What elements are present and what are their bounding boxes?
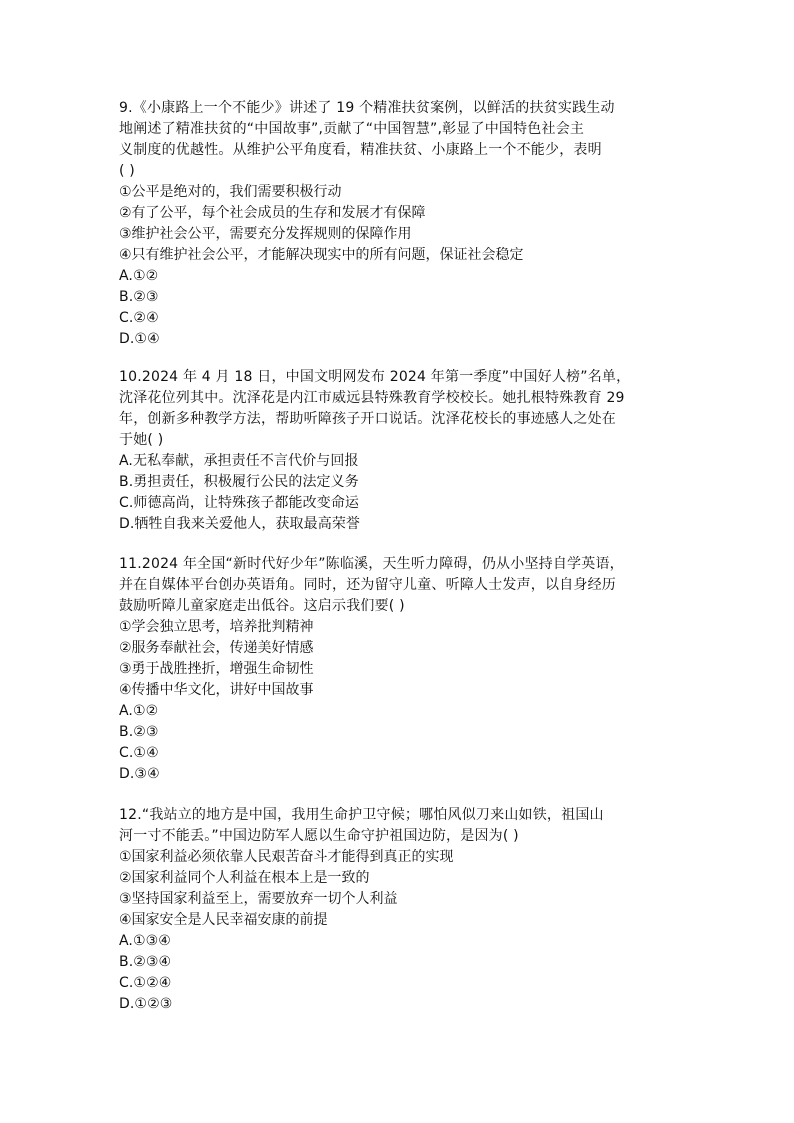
- answer-option: C.①④: [119, 745, 159, 761]
- question-11: [119, 554, 679, 785]
- question-stem-line: 10.2024 年 4 月 18 日，中国文明网发布 2024 年第一季度”中国好人榜”名单，: [119, 369, 631, 385]
- answer-option: D.牺牲自我来关爱他人，获取最高荣誉: [119, 516, 361, 532]
- answer-option: D.①②③: [119, 996, 173, 1012]
- answer-option: C.师德高尚，让特殊孩子都能改变命运: [119, 495, 360, 511]
- answer-option: C.①②④: [119, 975, 172, 991]
- question-stem-line: 年，创新多种教学方法，帮助听障孩子开口说话。沈泽花校长的事迹感人之处在: [119, 411, 616, 427]
- answer-option: A.①②: [119, 268, 159, 284]
- statement-line: ①公平是绝对的，我们需要积极行动: [119, 184, 342, 200]
- question-stem-line: 于她( ): [119, 432, 164, 448]
- answer-option: A.①③④: [119, 933, 171, 949]
- question-stem-line: 11.2024 年全国“新时代好少年”陈临溪，天生听力障碍，仍从小坚持自学英语，: [119, 556, 624, 572]
- answer-option: B.勇担责任，积极履行公民的法定义务: [119, 474, 359, 490]
- question-stem-line: 河一寸不能丢。”中国边防军人愿以生命守护祖国边防，是因为( ): [119, 828, 519, 844]
- statement-line: ④国家安全是人民幸福安康的前提: [119, 912, 328, 928]
- question-stem-line: ( ): [119, 163, 135, 179]
- answer-option: B.②③: [119, 724, 159, 740]
- statement-line: ③坚持国家利益至上，需要放弃一切个人利益: [119, 891, 398, 907]
- question-stem-line: 鼓励听障儿童家庭走出低谷。这启示我们要( ): [119, 598, 405, 614]
- answer-option: B.②③: [119, 289, 159, 305]
- answer-option: D.③④: [119, 766, 160, 782]
- answer-option: C.②④: [119, 310, 159, 326]
- answer-option: B.②③④: [119, 954, 172, 970]
- question-stem-line: 并在自媒体平台创办英语角。同时，还为留守儿童、听障人士发声，以自身经历: [119, 577, 616, 593]
- statement-line: ②国家利益同个人利益在根本上是一致的: [119, 870, 370, 886]
- statement-line: ④只有维护社会公平，才能解决现实中的所有问题，保证社会稳定: [119, 247, 524, 263]
- statement-line: ③维护社会公平，需要充分发挥规则的保障作用: [119, 226, 412, 242]
- question-stem-line: 义制度的优越性。从维护公平角度看，精准扶贫、小康路上一个不能少，表明: [119, 142, 602, 158]
- question-9: [119, 98, 679, 350]
- statement-line: ②服务奉献社会，传递美好情感: [119, 640, 314, 656]
- statement-line: ①国家利益必须依靠人民艰苦奋斗才能得到真正的实现: [119, 849, 454, 865]
- statement-line: ②有了公平，每个社会成员的生存和发展才有保障: [119, 205, 426, 221]
- question-stem-line: 9.《小康路上一个不能少》讲述了 19 个精准扶贫案例，以鲜活的扶贫实践生动: [119, 100, 615, 116]
- question-stem-line: 沈泽花位列其中。沈泽花是内江市威远县特殊教育学校校长。她扎根特殊教育 29: [119, 390, 625, 406]
- question-12: [119, 805, 679, 1015]
- answer-option: A.无私奉献，承担责任不言代价与回报: [119, 453, 359, 469]
- statement-line: ④传播中华文化，讲好中国故事: [119, 682, 314, 698]
- answer-option: A.①②: [119, 703, 159, 719]
- question-10: [119, 367, 679, 535]
- answer-option: D.①④: [119, 331, 160, 347]
- statement-line: ①学会独立思考，培养批判精神: [119, 619, 314, 635]
- question-stem-line: 地阐述了精准扶贫的“中国故事”,贡献了“中国智慧”,彰显了中国特色社会主: [119, 121, 585, 137]
- question-stem-line: 12.“我站立的地方是中国，我用生命护卫守候；哪怕风似刀来山如铁，祖国山: [119, 807, 604, 823]
- statement-line: ③勇于战胜挫折，增强生命韧性: [119, 661, 314, 677]
